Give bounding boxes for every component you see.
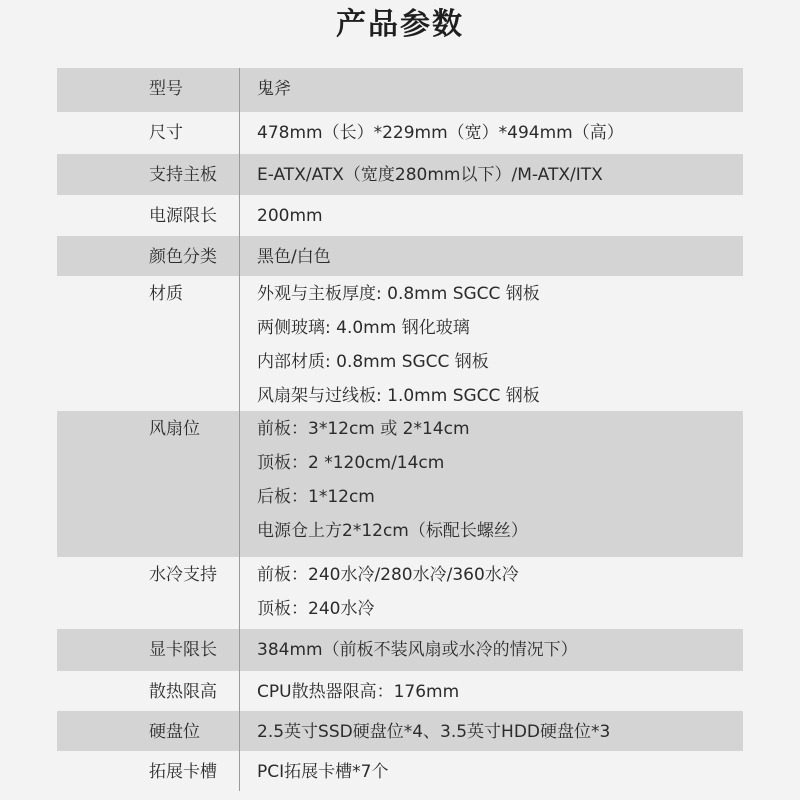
row-label: 硬盘位 [57, 711, 240, 751]
value-line: E-ATX/ATX（宽度280mm以下）/M-ATX/ITX [257, 165, 603, 185]
row-value [240, 629, 743, 671]
value-line: 前板：240水冷/280水冷/360水冷 [257, 565, 519, 585]
table-row [57, 671, 743, 711]
table-row [57, 711, 743, 751]
value-line: CPU散热器限高：176mm [257, 682, 460, 702]
table-row [57, 195, 743, 236]
row-value [240, 112, 743, 154]
value-line: 电源仓上方2*12cm（标配长螺丝） [257, 521, 528, 541]
row-label: 水冷支持 [57, 557, 240, 629]
row-value [240, 411, 743, 557]
row-label: 拓展卡槽 [57, 751, 240, 791]
row-value [240, 68, 743, 112]
row-value [240, 276, 743, 411]
value-line: 后板：1*12cm [257, 487, 375, 507]
spec-sheet [57, 0, 743, 800]
table-row [57, 276, 743, 411]
row-value [240, 671, 743, 711]
row-label: 材质 [57, 276, 240, 411]
value-line: 两侧玻璃: 4.0mm 钢化玻璃 [257, 318, 470, 338]
value-line: 200mm [257, 206, 323, 226]
row-value [240, 154, 743, 195]
row-value [240, 557, 743, 629]
value-line: 鬼斧 [257, 79, 291, 99]
table-row [57, 112, 743, 154]
table-row [57, 629, 743, 671]
table-row [57, 236, 743, 276]
row-value [240, 751, 743, 791]
page-title: 产品参数 [336, 7, 464, 42]
row-label: 支持主板 [57, 154, 240, 195]
value-line: 2.5英寸SSD硬盘位*4、3.5英寸HDD硬盘位*3 [257, 722, 611, 742]
value-line: 顶板：240水冷 [257, 599, 375, 619]
table-row [57, 68, 743, 112]
spec-table [57, 68, 743, 791]
row-value [240, 236, 743, 276]
value-line: 内部材质: 0.8mm SGCC 钢板 [257, 352, 489, 372]
value-line: 顶板：2 *120cm/14cm [257, 453, 445, 473]
value-line: 384mm（前板不装风扇或水冷的情况下） [257, 640, 578, 660]
value-line: 风扇架与过线板: 1.0mm SGCC 钢板 [257, 386, 540, 406]
table-row [57, 751, 743, 791]
value-line: 外观与主板厚度: 0.8mm SGCC 钢板 [257, 284, 540, 304]
row-label: 型号 [57, 68, 240, 112]
row-label: 散热限高 [57, 671, 240, 711]
value-line: 黑色/白色 [257, 247, 331, 267]
row-value [240, 195, 743, 236]
row-value [240, 711, 743, 751]
row-label: 颜色分类 [57, 236, 240, 276]
row-label: 尺寸 [57, 112, 240, 154]
table-row [57, 154, 743, 195]
table-row [57, 411, 743, 557]
value-line: 478mm（长）*229mm（宽）*494mm（高） [257, 123, 624, 143]
row-label: 显卡限长 [57, 629, 240, 671]
row-label: 风扇位 [57, 411, 240, 557]
row-label: 电源限长 [57, 195, 240, 236]
value-line: 前板：3*12cm 或 2*14cm [257, 419, 470, 439]
value-line: PCI拓展卡槽*7个 [257, 762, 389, 782]
table-row [57, 557, 743, 629]
